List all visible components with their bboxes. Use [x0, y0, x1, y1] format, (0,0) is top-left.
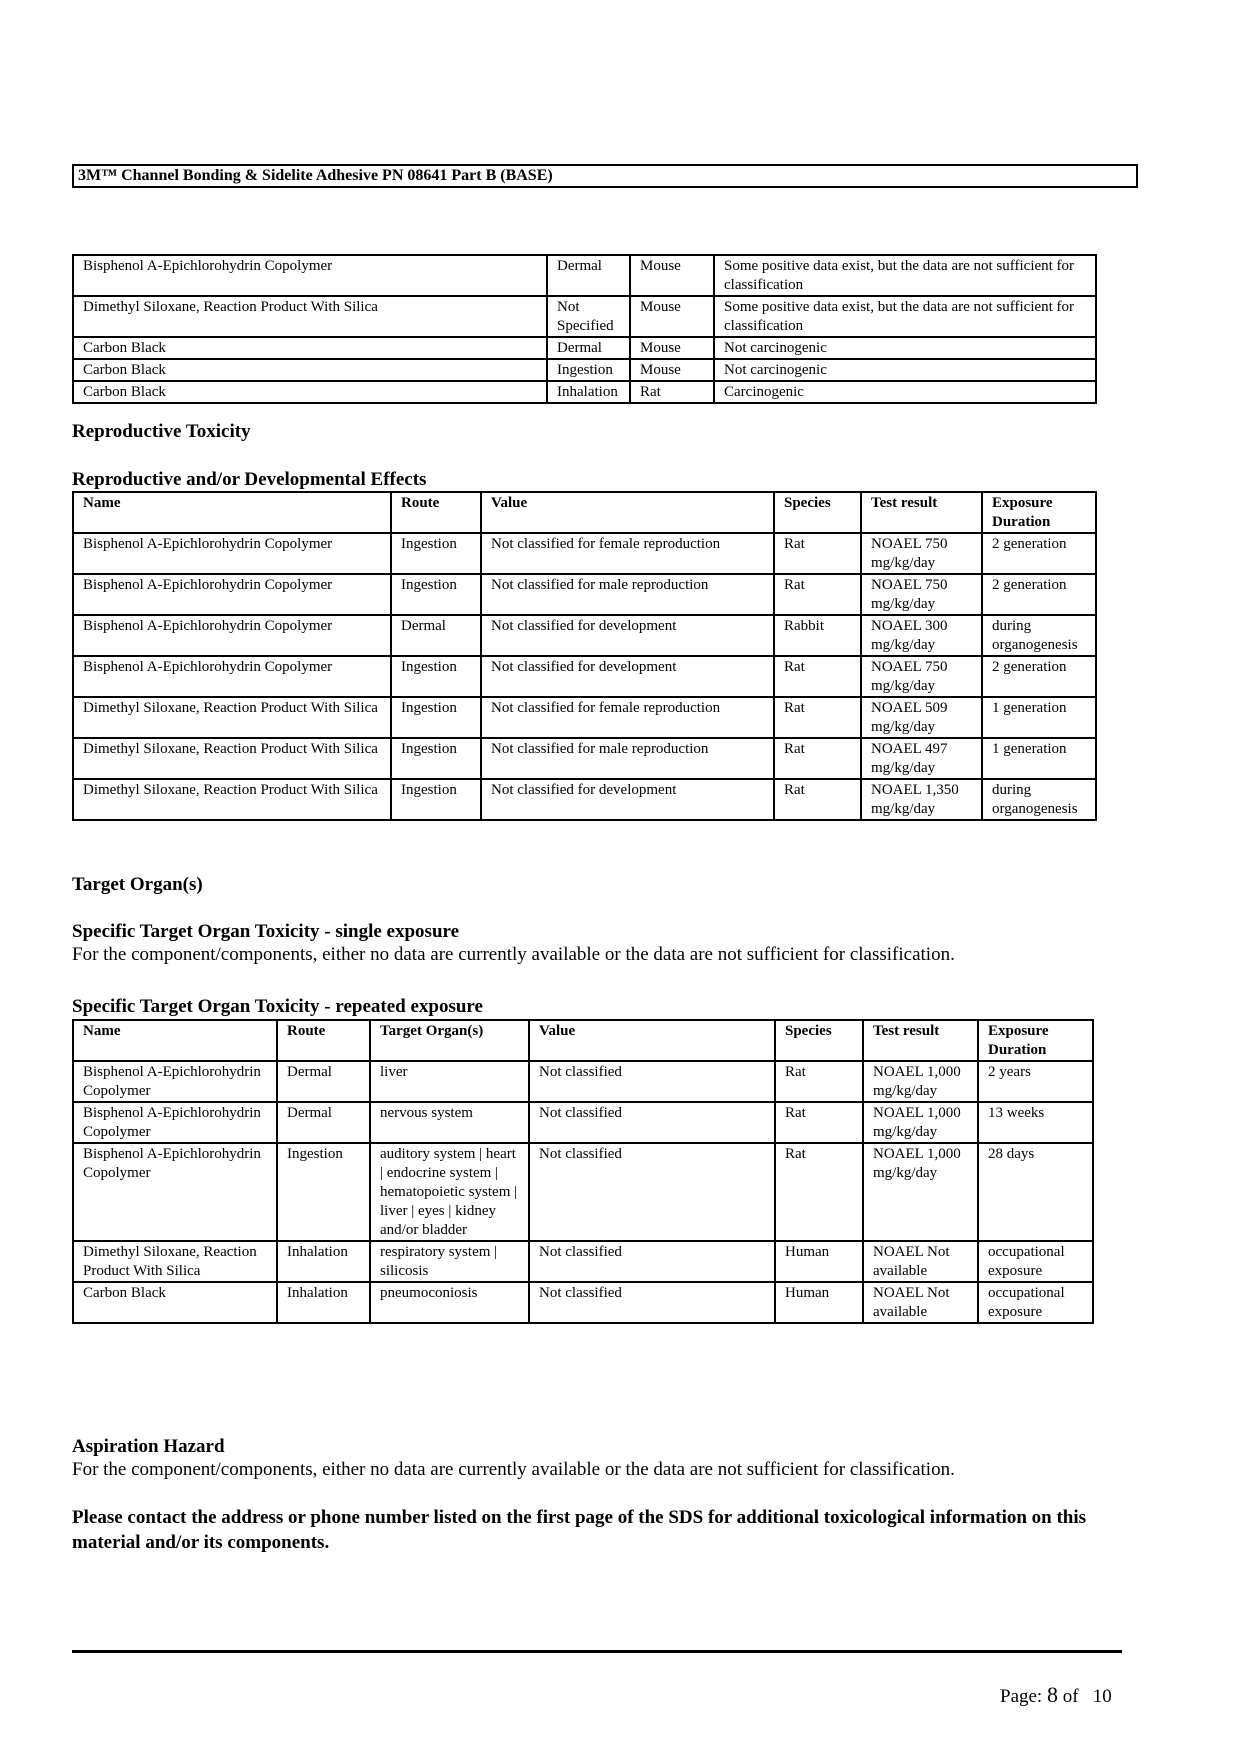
column-header: Name	[73, 1020, 277, 1061]
cell-route: Dermal	[547, 255, 630, 296]
cell-species: Rat	[774, 656, 861, 697]
table-row	[73, 255, 1096, 296]
cell-organs: nervous system	[370, 1102, 529, 1143]
cell-species: Mouse	[630, 337, 714, 359]
cell-name: Carbon Black	[73, 337, 547, 359]
cell-name: Dimethyl Siloxane, Reaction Product With Silica	[73, 296, 547, 337]
column-header: Test result	[863, 1020, 978, 1061]
cell-name: Bisphenol A-Epichlorohydrin Copolymer	[73, 1061, 277, 1102]
cell-duration: 2 generation	[982, 533, 1096, 574]
table-row	[73, 656, 1096, 697]
cell-value: Not classified for male reproduction	[481, 738, 774, 779]
stot-single-heading: Specific Target Organ Toxicity - single exposure	[72, 921, 460, 942]
cell-route: Ingestion	[277, 1143, 370, 1241]
cell-value: Some positive data exist, but the data are not sufficient for classification	[714, 296, 1096, 337]
column-header: Route	[277, 1020, 370, 1061]
column-header: Exposure Duration	[978, 1020, 1093, 1061]
cell-test-result: NOAEL 1,000 mg/kg/day	[863, 1102, 978, 1143]
cell-species: Rat	[774, 697, 861, 738]
column-header: Species	[774, 492, 861, 533]
cell-duration: 2 years	[978, 1061, 1093, 1102]
page-of-label: of	[1062, 1686, 1079, 1707]
cell-test-result: NOAEL Not available	[863, 1241, 978, 1282]
page-indicator	[1000, 1682, 1112, 1708]
table-row	[73, 359, 1096, 381]
cell-value: Not classified	[529, 1143, 775, 1241]
cell-test-result: NOAEL 750 mg/kg/day	[861, 656, 982, 697]
cell-species: Rat	[774, 779, 861, 820]
cell-value: Not classified for male reproduction	[481, 574, 774, 615]
cell-duration: 28 days	[978, 1143, 1093, 1241]
cell-value: Carcinogenic	[714, 381, 1096, 403]
cell-route: Ingestion	[391, 533, 481, 574]
stot-repeated-table	[72, 1019, 1094, 1324]
cell-duration: 13 weeks	[978, 1102, 1093, 1143]
cell-route: Dermal	[277, 1102, 370, 1143]
footer-divider	[72, 1650, 1122, 1653]
cell-value: Not carcinogenic	[714, 359, 1096, 381]
cell-duration: 2 generation	[982, 574, 1096, 615]
cell-duration: during organogenesis	[982, 779, 1096, 820]
page-label: Page:	[1000, 1686, 1043, 1707]
cell-name: Dimethyl Siloxane, Reaction Product With Silica	[73, 1241, 277, 1282]
cell-route: Dermal	[277, 1061, 370, 1102]
cell-test-result: NOAEL 750 mg/kg/day	[861, 574, 982, 615]
cell-route: Not Specified	[547, 296, 630, 337]
cell-name: Bisphenol A-Epichlorohydrin Copolymer	[73, 656, 391, 697]
cell-route: Dermal	[547, 337, 630, 359]
column-header: Value	[529, 1020, 775, 1061]
column-header: Value	[481, 492, 774, 533]
cell-name: Carbon Black	[73, 381, 547, 403]
cell-duration: 2 generation	[982, 656, 1096, 697]
cell-route: Ingestion	[391, 697, 481, 738]
cell-species: Rat	[774, 533, 861, 574]
document-title: 3M™ Channel Bonding & Sidelite Adhesive PN 08641 Part B (BASE)	[72, 164, 1138, 188]
cell-test-result: NOAEL 1,350 mg/kg/day	[861, 779, 982, 820]
cell-route: Ingestion	[391, 779, 481, 820]
carcinogenicity-table	[72, 254, 1097, 404]
reproductive-effects-table	[72, 491, 1097, 821]
column-header: Route	[391, 492, 481, 533]
cell-value: Not carcinogenic	[714, 337, 1096, 359]
table-row	[73, 533, 1096, 574]
cell-organs: respiratory system | silicosis	[370, 1241, 529, 1282]
cell-name: Bisphenol A-Epichlorohydrin Copolymer	[73, 255, 547, 296]
cell-species: Mouse	[630, 296, 714, 337]
aspiration-hazard-text: For the component/components, either no data are currently available or the data are not sufficient for classification.	[72, 1459, 955, 1480]
cell-name: Bisphenol A-Epichlorohydrin Copolymer	[73, 615, 391, 656]
contact-note: Please contact the address or phone number listed on the first page of the SDS for additional toxicological information on this material and/or its components.	[72, 1507, 1087, 1553]
stot-repeated-heading: Specific Target Organ Toxicity - repeated exposure	[72, 996, 483, 1017]
cell-species: Rat	[774, 738, 861, 779]
cell-organs: pneumoconiosis	[370, 1282, 529, 1323]
cell-organs: auditory system | heart | endocrine system | hematopoietic system | liver | eyes | kidney and/or bladder	[370, 1143, 529, 1241]
cell-route: Inhalation	[277, 1282, 370, 1323]
cell-value: Not classified	[529, 1241, 775, 1282]
cell-route: Ingestion	[391, 656, 481, 697]
cell-species: Rat	[630, 381, 714, 403]
cell-test-result: NOAEL Not available	[863, 1282, 978, 1323]
cell-route: Inhalation	[547, 381, 630, 403]
reproductive-effects-heading: Reproductive and/or Developmental Effects	[72, 469, 427, 490]
cell-duration: occupational exposure	[978, 1241, 1093, 1282]
cell-route: Ingestion	[391, 574, 481, 615]
cell-duration: 1 generation	[982, 697, 1096, 738]
cell-name: Carbon Black	[73, 359, 547, 381]
cell-route: Dermal	[391, 615, 481, 656]
cell-organs: liver	[370, 1061, 529, 1102]
cell-species: Rabbit	[774, 615, 861, 656]
table-row	[73, 1143, 1093, 1241]
cell-route: Inhalation	[277, 1241, 370, 1282]
page-number: 8	[1046, 1682, 1058, 1707]
cell-name: Dimethyl Siloxane, Reaction Product With Silica	[73, 697, 391, 738]
column-header: Target Organ(s)	[370, 1020, 529, 1061]
cell-species: Human	[775, 1282, 863, 1323]
table-row	[73, 1282, 1093, 1323]
cell-name: Bisphenol A-Epichlorohydrin Copolymer	[73, 574, 391, 615]
cell-name: Carbon Black	[73, 1282, 277, 1323]
cell-value: Not classified for development	[481, 615, 774, 656]
cell-species: Human	[775, 1241, 863, 1282]
stot-single-text: For the component/components, either no data are currently available or the data are not sufficient for classification.	[72, 944, 955, 965]
cell-test-result: NOAEL 300 mg/kg/day	[861, 615, 982, 656]
cell-value: Not classified	[529, 1282, 775, 1323]
table-row	[73, 381, 1096, 403]
target-organs-heading: Target Organ(s)	[72, 874, 203, 895]
column-header: Name	[73, 492, 391, 533]
cell-value: Not classified for development	[481, 779, 774, 820]
cell-test-result: NOAEL 1,000 mg/kg/day	[863, 1061, 978, 1102]
cell-test-result: NOAEL 509 mg/kg/day	[861, 697, 982, 738]
table-row	[73, 296, 1096, 337]
column-header: Exposure Duration	[982, 492, 1096, 533]
table-row	[73, 574, 1096, 615]
cell-species: Mouse	[630, 255, 714, 296]
cell-name: Dimethyl Siloxane, Reaction Product With Silica	[73, 738, 391, 779]
cell-name: Bisphenol A-Epichlorohydrin Copolymer	[73, 1143, 277, 1241]
cell-name: Bisphenol A-Epichlorohydrin Copolymer	[73, 533, 391, 574]
table-row	[73, 615, 1096, 656]
column-header: Test result	[861, 492, 982, 533]
total-pages: 10	[1092, 1686, 1112, 1707]
cell-name: Dimethyl Siloxane, Reaction Product With Silica	[73, 779, 391, 820]
cell-species: Rat	[775, 1061, 863, 1102]
cell-duration: 1 generation	[982, 738, 1096, 779]
cell-value: Not classified for development	[481, 656, 774, 697]
cell-route: Ingestion	[391, 738, 481, 779]
cell-name: Bisphenol A-Epichlorohydrin Copolymer	[73, 1102, 277, 1143]
table-row	[73, 337, 1096, 359]
cell-species: Rat	[775, 1143, 863, 1241]
cell-test-result: NOAEL 750 mg/kg/day	[861, 533, 982, 574]
cell-value: Not classified for female reproduction	[481, 533, 774, 574]
cell-species: Rat	[775, 1102, 863, 1143]
table-row	[73, 1061, 1093, 1102]
table-row	[73, 697, 1096, 738]
cell-value: Not classified	[529, 1061, 775, 1102]
cell-test-result: NOAEL 497 mg/kg/day	[861, 738, 982, 779]
table-row	[73, 738, 1096, 779]
aspiration-hazard-heading: Aspiration Hazard	[72, 1436, 225, 1457]
cell-species: Mouse	[630, 359, 714, 381]
table-row	[73, 1102, 1093, 1143]
cell-route: Ingestion	[547, 359, 630, 381]
column-header: Species	[775, 1020, 863, 1061]
cell-duration: during organogenesis	[982, 615, 1096, 656]
cell-test-result: NOAEL 1,000 mg/kg/day	[863, 1143, 978, 1241]
cell-species: Rat	[774, 574, 861, 615]
reproductive-toxicity-heading: Reproductive Toxicity	[72, 421, 251, 442]
cell-duration: occupational exposure	[978, 1282, 1093, 1323]
cell-value: Not classified for female reproduction	[481, 697, 774, 738]
table-row	[73, 1241, 1093, 1282]
cell-value: Some positive data exist, but the data are not sufficient for classification	[714, 255, 1096, 296]
cell-value: Not classified	[529, 1102, 775, 1143]
table-row	[73, 779, 1096, 820]
